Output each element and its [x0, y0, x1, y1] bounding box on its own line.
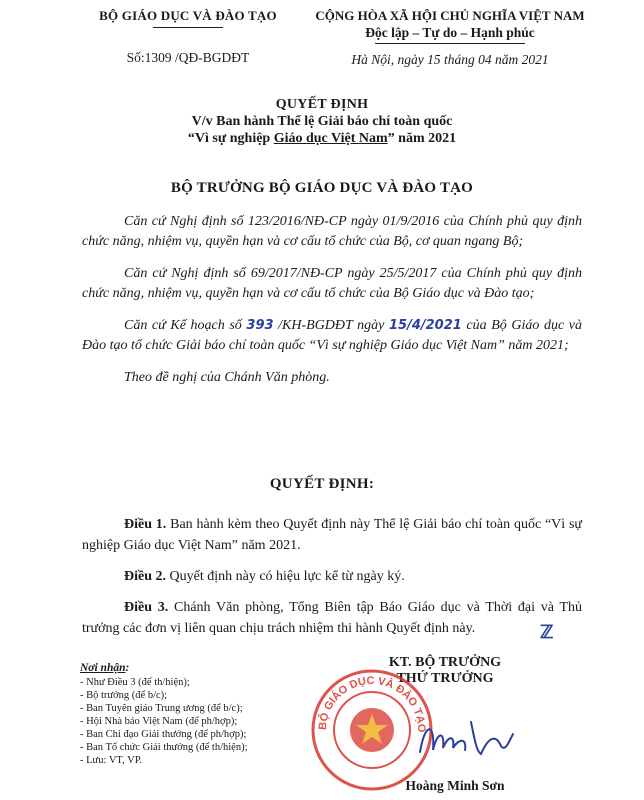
article-3-label: Điều 3. — [124, 600, 169, 615]
issuing-authority: BỘ TRƯỞNG BỘ GIÁO DỤC VÀ ĐÀO TẠO — [170, 180, 474, 196]
national-motto: Độc lập – Tự do – Hạnh phúc — [365, 25, 535, 40]
motto-underline — [375, 43, 525, 44]
article-3 — [82, 597, 582, 639]
recipients-heading-label: Nơi nhận — [80, 662, 126, 674]
national-title: CỘNG HÒA XÃ HỘI CHỦ NGHĨA VIỆT NAM — [315, 8, 585, 23]
signer-name: Hoàng Minh Sơn — [405, 778, 505, 793]
title-kind: QUYẾT ĐỊNH — [275, 97, 369, 112]
signing-capacity: KT. BỘ TRƯỞNG — [388, 655, 502, 670]
recipient-item: - Như Điều 3 (để th/hiện); — [80, 677, 190, 688]
title-line3-underlined: Giáo dục Việt Nam — [273, 131, 388, 146]
basis-proposal: Theo đề nghị của Chánh Văn phòng. — [124, 370, 330, 385]
title-subject: V/v Ban hành Thể lệ Giải báo chí toàn quốc — [191, 114, 453, 129]
basis-plan-text-c: của Bộ Giáo dục và Đào tạo tổ chức Giải báo chí toàn quốc “Vì sự nghiệp Giáo dục Việt Nam” năm 2021; — [82, 318, 582, 353]
place-date: Hà Nội, ngày 15 tháng 04 năm 2021 — [351, 52, 549, 67]
article-2 — [82, 566, 582, 587]
document-number: Số:1309 /QĐ-BGDĐT — [126, 50, 250, 65]
handwritten-initial: ℤ — [540, 622, 554, 642]
basis-plan-text-a: Căn cứ Kế hoạch số — [124, 318, 247, 333]
recipients-heading — [80, 658, 340, 676]
issuing-agency-block — [78, 8, 298, 66]
decision-heading: QUYẾT ĐỊNH: — [269, 476, 375, 492]
basis-decree-69: Căn cứ Nghị định số 69/2017/NĐ-CP ngày 25/5/2017 của Chính phủ quy định chức năng, nhiệm vụ, quyền hạn và cơ cấu tổ chức của Bộ Giáo dục và Đào tạo; — [82, 266, 582, 301]
signer-title: THỨ TRƯỞNG — [396, 671, 494, 686]
article-2-label: Điều 2. — [124, 569, 166, 584]
article-1 — [82, 514, 582, 556]
recipients-block — [80, 658, 340, 767]
recipient-item: - Bộ trưởng (để b/c); — [80, 690, 168, 701]
recipient-item: - Ban Tuyên giáo Trung ương (để b/c); — [80, 703, 243, 714]
basis-decree-123: Căn cứ Nghị định số 123/2016/NĐ-CP ngày 01/9/2016 của Chính phủ quy định chức năng, nhiệm vụ, quyền hạn và cơ cấu tổ chức của Bộ, cơ quan ngang Bộ; — [82, 214, 582, 249]
article-1-label: Điều 1. — [124, 517, 167, 532]
title-line3-post: ” năm 2021 — [387, 131, 457, 146]
recipient-item: - Ban Chỉ đạo Giải thưởng (để ph/hợp); — [80, 729, 247, 740]
legal-bases — [82, 212, 582, 400]
handwritten-signature — [415, 712, 515, 762]
basis-plan-text-b: /KH-BGDĐT ngày — [273, 318, 389, 333]
articles — [82, 514, 582, 649]
issuing-agency: BỘ GIÁO DỤC VÀ ĐÀO TẠO — [99, 8, 277, 23]
recipient-item: - Lưu: VT, VP. — [80, 755, 142, 766]
agency-underline — [153, 27, 223, 28]
seal-text: BỘ GIÁO DỤC VÀ ĐÀO TẠO — [316, 674, 428, 733]
recipient-item: - Hội Nhà báo Việt Nam (để ph/hợp); — [80, 716, 238, 727]
handwritten-plan-date: 15/4/2021 — [388, 318, 462, 333]
recipient-item: - Ban Tổ chức Giải thưởng (để th/hiện); — [80, 742, 248, 753]
article-3-text: Chánh Văn phòng, Tổng Biên tập Báo Giáo dục và Thời đại và Thủ trưởng các đơn vị liên quan chịu trách nhiệm thi hành Quyết định này. — [82, 600, 583, 636]
document-title — [0, 97, 644, 147]
article-1-text: Ban hành kèm theo Quyết định này Thể lệ Giải báo chí toàn quốc “Vì sự nghiệp Giáo dục Việt Nam” năm 2021. — [82, 517, 583, 553]
article-2-text: Quyết định này có hiệu lực kể từ ngày ký. — [166, 569, 405, 584]
title-award-name — [0, 131, 644, 147]
title-line3-pre: “Vì sự nghiệp — [187, 131, 274, 146]
handwritten-plan-number: 393 — [246, 318, 274, 333]
basis-plan — [82, 316, 582, 356]
national-header — [300, 8, 600, 68]
recipients-heading-colon: : — [125, 662, 130, 674]
